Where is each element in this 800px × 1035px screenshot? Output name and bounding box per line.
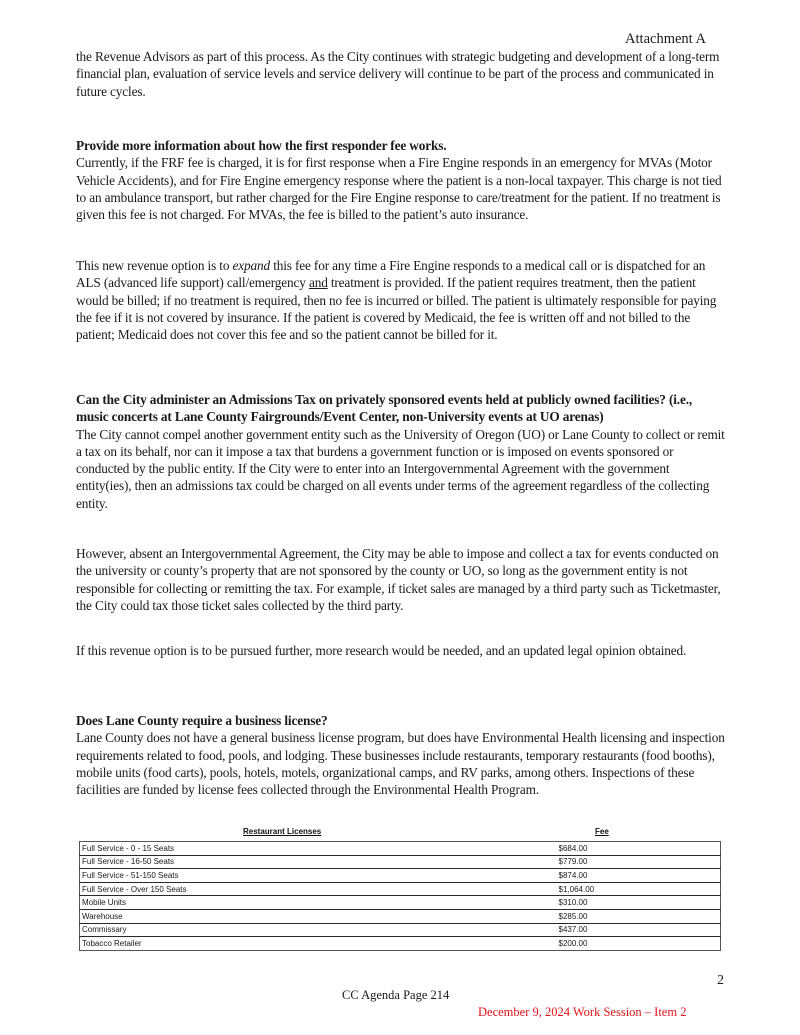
fee-cell: $779.00 [558, 857, 588, 867]
table-row [80, 842, 721, 856]
section-heading: Does Lane County require a business license? [76, 713, 328, 728]
table-row [80, 869, 721, 883]
fee-cell: $684.00 [558, 843, 588, 853]
body-paragraph: Lane County does not have a general business license program, but does have Environmental Health licensing and inspection requirements related to food, pools, and lodging. These businesses include restaurants, temporary restaurants (food booths), mobile units (food carts), pools, hotels, motels, organizational camps, and RV parks, among others. Inspections of these facilities are funded by license fees collected through the Environmental Health Program. [76, 730, 725, 798]
section-heading: Can the City administer an Admissions Tax on privately sponsored events held at publicly owned facilities? (i.e., music concerts at Lane County Fairgrounds/Event Center, non-University events at UO arenas) [76, 392, 693, 425]
fee-cell: $285.00 [558, 911, 588, 921]
text-run: treatment is provided. If the patient requires treatment, then the patient would be billed; if no treatment is required, then no fee is incurred or billed. The patient is ultimately responsible for paying the fee if it is not covered by insurance. If the patient is covered by Medicaid, the fee is written off and not billed to the patient; Medicaid does not cover this fee and so the patient cannot be billed for it. [76, 275, 717, 343]
license-type-cell: Full Service - 51-150 Seats [82, 870, 179, 880]
intro-section [76, 48, 726, 100]
license-type-cell: Full Service - Over 150 Seats [82, 884, 187, 894]
license-type-cell: Full Service - 0 - 15 Seats [82, 843, 175, 853]
attachment-label: Attachment A [625, 31, 706, 47]
table-row [80, 923, 721, 937]
admissions-tax-next-steps [76, 642, 726, 659]
fee-cell: $200.00 [558, 938, 588, 948]
work-session-label: December 9, 2024 Work Session – Item 2 [478, 1005, 687, 1019]
body-paragraph [76, 257, 726, 343]
section-heading: Provide more information about how the first responder fee works. [76, 138, 447, 153]
license-type-cell: Warehouse [82, 911, 123, 921]
table-header [79, 827, 721, 841]
fee-table-body [79, 841, 721, 951]
license-type-cell: Full Service - 16-50 Seats [82, 857, 175, 867]
table-row [80, 855, 721, 869]
table-row [80, 909, 721, 923]
table-row [80, 896, 721, 910]
fee-cell: $437.00 [558, 925, 588, 935]
column-header-fee: Fee [595, 827, 609, 836]
emphasis-text: expand [232, 258, 271, 273]
license-type-cell: Tobacco Retailer [82, 938, 142, 948]
first-responder-fee-expansion [76, 257, 726, 343]
body-paragraph: However, absent an Intergovernmental Agreement, the City may be able to impose and collect a tax for events conducted on the university or county’s property that are not sponsored by the county or UO, so long as the government entity is not responsible for collecting or remitting the tax. For example, if ticket sales are managed by a third party such as Ticketmaster, the City could tax those ticket sales collected by the third party. [76, 546, 721, 613]
license-type-cell: Mobile Units [82, 898, 127, 908]
underlined-text: and [308, 275, 328, 291]
business-license-section [76, 712, 726, 798]
table-row [80, 882, 721, 896]
fee-cell: $310.00 [558, 898, 588, 908]
admissions-tax-alternative [76, 545, 726, 614]
fee-cell: $1,064.00 [558, 884, 595, 894]
intro-paragraph: the Revenue Advisors as part of this process. As the City continues with strategic budgeting and development of a long-term financial plan, evaluation of service levels and service delivery will continue to be part of the process and communicated in future cycles. [76, 49, 720, 99]
license-type-cell: Commissary [82, 925, 127, 935]
restaurant-license-fee-table [79, 827, 721, 951]
fee-cell: $874.00 [558, 870, 588, 880]
agenda-page-label: CC Agenda Page 214 [342, 988, 450, 1002]
page-number: 2 [717, 973, 724, 988]
column-header-license: Restaurant Licenses [243, 827, 322, 836]
text-run: This new revenue option is to [76, 258, 233, 273]
body-paragraph: Currently, if the FRF fee is charged, it is for first response when a Fire Engine responds in an emergency for MVAs (Motor Vehicle Accidents), and for Fire Engine emergency response where the patient is a non-local taxpayer. This charge is not tied to an ambulance transport, but rather charged for the Fire Engine response to care/treatment for the patient. If no treatment is given this fee is not charged. For MVAs, the fee is billed to the patient’s auto insurance. [76, 155, 722, 223]
body-paragraph: The City cannot compel another government entity such as the University of Oregon (UO) or Lane County to collect or remit a tax on its behalf, nor can it impose a tax that burdens a government function or is imposed on events sponsored or conducted by the public entity. If the City were to enter into an Intergovernmental Agreement with the government entity(ies), then an admissions tax could be charged on all events under terms of the agreement regardless of the collecting entity. [76, 426, 725, 511]
body-paragraph: If this revenue option is to be pursued further, more research would be needed, and an updated legal opinion obtained. [76, 643, 687, 658]
table-row [80, 937, 721, 951]
first-responder-fee-section [76, 137, 726, 223]
admissions-tax-section [76, 391, 726, 512]
text-run: this fee for any time a Fire Engine responds to a medical call or is dispatched for an ALS (advanced life support) call/emergency [76, 258, 706, 291]
